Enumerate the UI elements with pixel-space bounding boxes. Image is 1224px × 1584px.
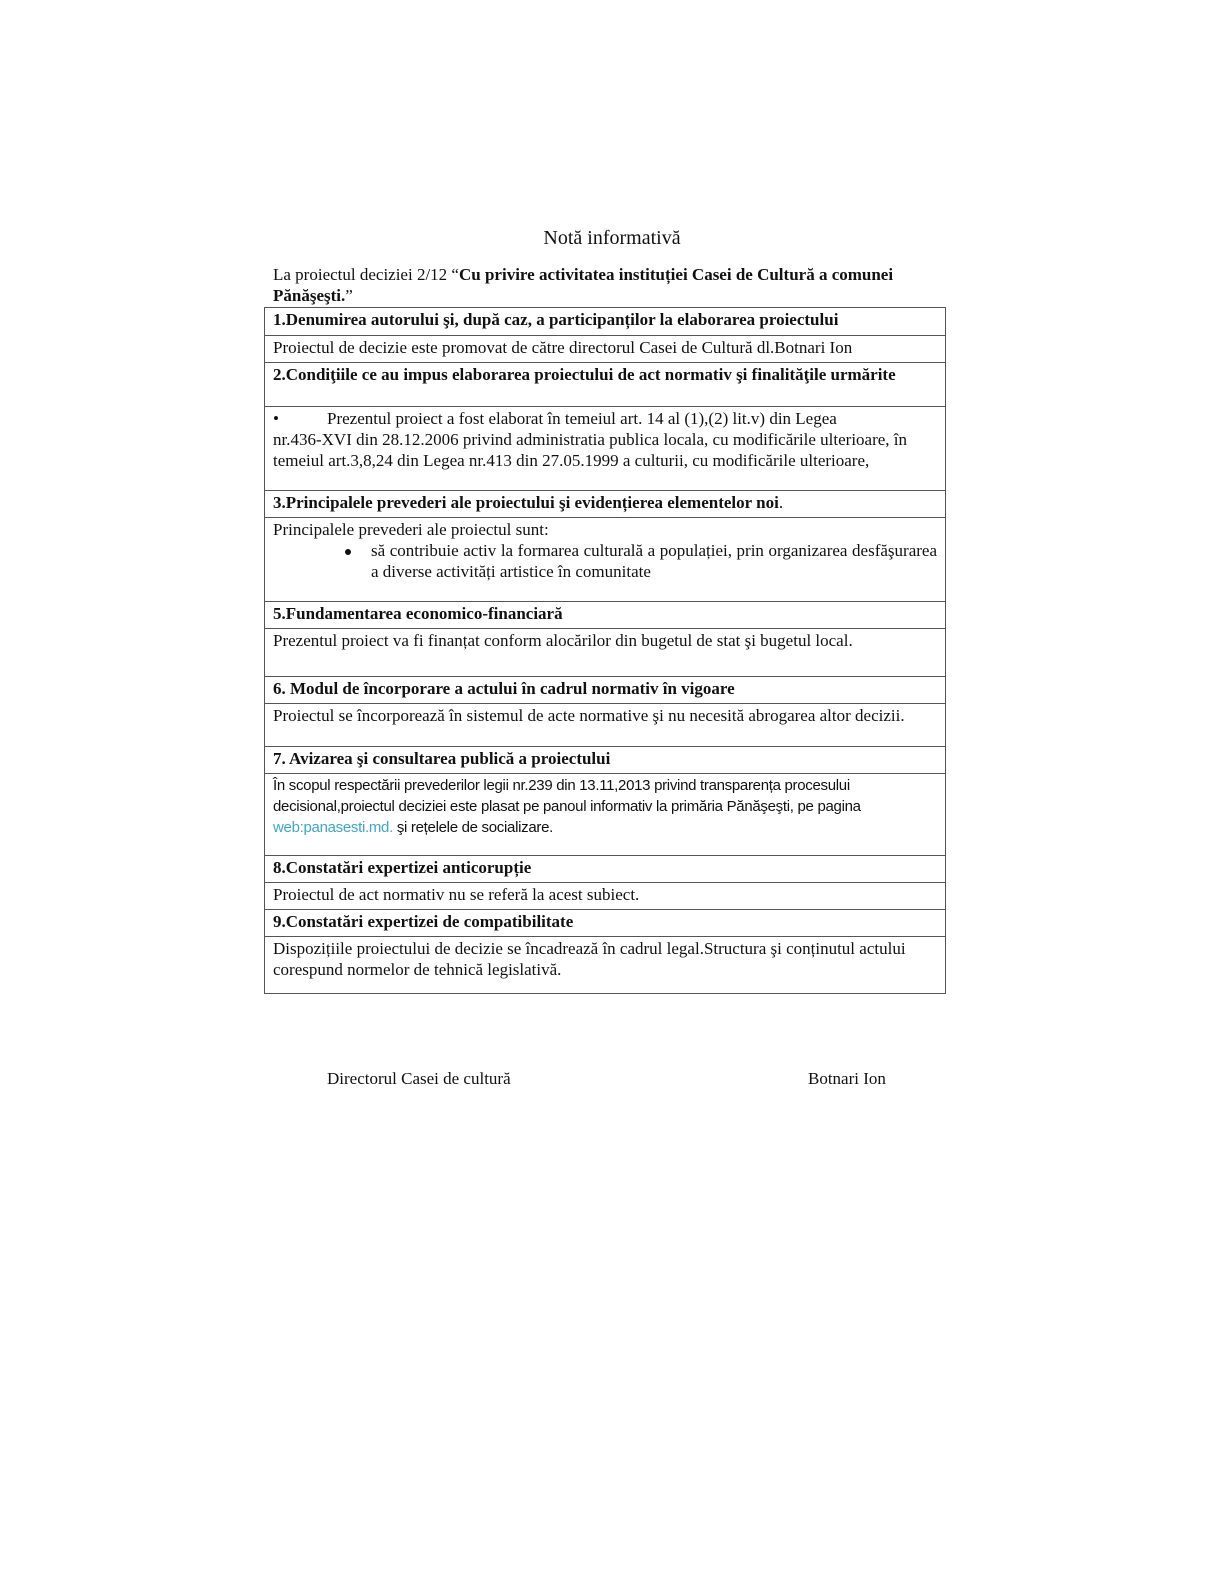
- project-intro: [273, 264, 953, 306]
- section6-heading: 6. Modul de încorporare a actului în cadrul normativ în vigoare: [265, 677, 945, 704]
- section3-heading-row: [265, 491, 945, 518]
- bullet-mark: •: [273, 409, 279, 428]
- section3-item: să contribuie activ la formarea culturală a populației, prin organizarea desfăşurarea a diverse activități artistice în comunitate: [371, 541, 937, 581]
- section3-intro: Principalele prevederi ale proiectul sunt:: [273, 520, 549, 539]
- section2-line1: Prezentul proiect a fost elaborat în temeiul art. 14 al (1),(2) lit.v) din Legea: [327, 409, 837, 428]
- section1-heading: 1.Denumirea autorului şi, după caz, a participanților la elaborarea proiectului: [265, 308, 945, 336]
- intro-suffix: ”: [345, 286, 353, 305]
- section1-content: Proiectul de decizie este promovat de către directorul Casei de Cultură dl.Botnari Ion: [265, 336, 945, 363]
- section2-heading: 2.Condiţiile ce au impus elaborarea proiectului de act normativ şi finalităţile urmărite: [265, 363, 945, 407]
- bullet-dot-icon: [345, 549, 351, 555]
- section2-content: [265, 407, 945, 491]
- website-link[interactable]: web:panasesti.md.: [273, 819, 393, 836]
- section5-heading: 5.Fundamentarea economico-financiară: [265, 602, 945, 629]
- section3-content: [265, 518, 945, 602]
- section3-heading-suffix: .: [778, 493, 784, 512]
- section9-content: Dispozițiile proiectului de decizie se încadrează în cadrul legal.Structura şi conținutul actului corespund normelor de tehnică legislativă.: [273, 939, 906, 979]
- section7-text: În scopul respectării prevederilor legii nr.239 din 13.11,2013 privind transparența procesului decisional,proiectul deciziei este plasat pe panoul informativ la primăria Pănăşeşti, pe pagina: [273, 777, 861, 815]
- section8-heading: 8.Constatări expertizei anticorupție: [265, 856, 945, 883]
- page-title: Notă informativă: [543, 227, 681, 249]
- section8-content: Proiectul de act normativ nu se referă la acest subiect.: [265, 883, 945, 910]
- signature-name: Botnari Ion: [808, 1069, 886, 1088]
- section7-text-end: şi rețelele de socializare.: [392, 819, 553, 836]
- section5-content: Prezentul proiect va fi finanțat conform alocărilor din bugetul de stat şi bugetul local.: [265, 629, 945, 677]
- section6-content: Proiectul se încorporează în sistemul de acte normative şi nu necesită abrogarea altor decizii.: [265, 704, 945, 747]
- section9-heading: 9.Constatări expertizei de compatibilitate: [265, 910, 945, 937]
- info-table: [264, 307, 946, 994]
- section3-list: [273, 540, 937, 582]
- section7-heading: 7. Avizarea şi consultarea publică a proiectului: [265, 747, 945, 774]
- section2-rest: nr.436-XVI din 28.12.2006 privind administratia publica locala, cu modificările ulterioare, în temeiul art.3,8,24 din Legea nr.413 din 27.05.1999 a culturii, cu modificările ulterioare,: [273, 430, 908, 470]
- section3-heading: 3.Principalele prevederi ale proiectului şi evidențierea elementelor noi: [273, 493, 779, 512]
- list-item: [371, 540, 937, 582]
- section7-content: [265, 774, 945, 856]
- intro-prefix: La proiectul deciziei 2/12 “: [273, 265, 459, 284]
- signature-role: Directorul Casei de cultură: [327, 1069, 511, 1088]
- project-name: Cu privire activitatea instituției Casei de Cultură a comunei Pănăşeşti.: [273, 265, 894, 305]
